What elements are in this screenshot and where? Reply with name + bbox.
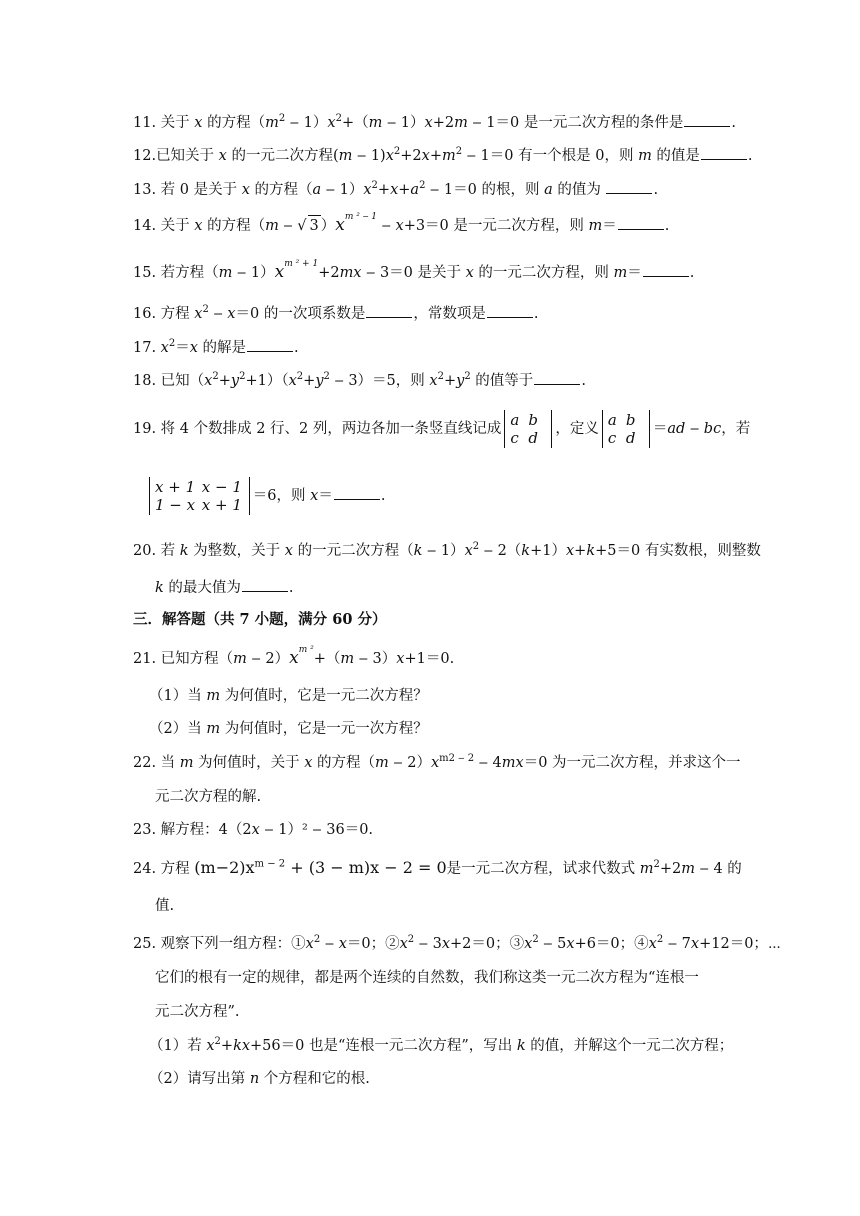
question-22: 22. 当 m 为何值时，关于 x 的方程（m ‒ $2)x^{m2 ‒ 2}$ ‒ 4mx＝0 为一元二次方程，并求这个一 xyxy=(133,753,741,771)
question-17: 17. $x^2=x$ 的解是 . xyxy=(133,338,299,356)
question-24: 24. 方程 $(m-2)x^{m - 2} + (3 - m)x - 2 = 0$是一元二次方程，试求代数式 $m^2+2m$ ‒ 4 的 xyxy=(133,858,742,877)
determinant-equation: x + 1 x − 1 1 − x x + 1 xyxy=(149,477,250,515)
answer-blank[interactable] xyxy=(534,370,580,385)
power-term: $x^{m ^2 ‒ 1}$ xyxy=(335,212,378,235)
power-term: $x^{m ^2 + 1}$ xyxy=(274,259,319,282)
question-15: 15. 若方程（m ‒ $1)x^{m ^2 + 1}+2mx$ ‒ 3＝0 是关于 x 的一元二次方程，则 m＝ . xyxy=(133,259,695,282)
question-21-part1: （1）当 m 为何值时，它是一元二次方程？ xyxy=(149,688,428,704)
question-19: 19. 将 4 个数排成 2 行、2 列，两边各加一条竖直线记成 a b c d ，定义 a b c d ＝ad ‒ bc，若 xyxy=(133,411,751,447)
question-23: 23. 解方程：4（2x ‒ 1）² ‒ 36＝0. xyxy=(133,822,374,838)
question-14: 14. 关于 x 的方程（m ‒ √ 3 ）$x^{m ^2 ‒ 1}$ ‒ x+3＝0 是一元二次方程，则 m＝ . xyxy=(133,212,670,235)
equation-image: $(m-2)x^{m - 2} + (3 - m)x - 2 = 0$ xyxy=(194,858,447,877)
question-21: 21. 已知方程（m ‒ $2)x^{m ^2}+(m$ ‒ 3）x+1＝0. xyxy=(133,645,455,668)
question-25-cont2: 元二次方程”. xyxy=(155,1004,240,1020)
power-term: $x^{m ^2}$ xyxy=(289,645,314,668)
answer-blank[interactable] xyxy=(334,485,380,500)
question-25: 25. 观察下列一组方程：$①x^2$ ‒ x＝0；$②x^2$ ‒ 3x+2＝0；$③x^2$ ‒ 5x+6＝0；$④x^2$ ‒ 7x+12＝0；⋯ xyxy=(133,934,781,952)
question-25-part2: （2）请写出第 n 个方程和它的根. xyxy=(149,1071,370,1087)
answer-blank[interactable] xyxy=(247,337,293,352)
question-19-condition: x + 1 x − 1 1 − x x + 1 ＝6，则 x＝ . xyxy=(146,477,751,515)
question-12: 12.已知关于 x 的一元二次方程(m ‒ $1)x^2+2x+m^2$ ‒ 1＝0 有一个根是 0，则 m 的值是 . xyxy=(133,146,753,164)
question-25-part1: （1）若 $x^2+kx+56=0$ 也是“连根一元二次方程”，写出 k 的值，并解这个一元二次方程； xyxy=(149,1036,734,1054)
question-20-cont: k 的最大值为 . xyxy=(155,577,760,598)
question-25-cont1: 它们的根有一定的规律，都是两个连续的自然数，我们称这类一元二次方程为“连根一 xyxy=(155,970,699,986)
answer-blank[interactable] xyxy=(366,303,412,318)
answer-blank[interactable] xyxy=(242,577,288,592)
question-20: 20. 若 k 为整数，关于 x 的一元二次方程（k ‒ $1)x^2$ ‒ 2（k+1）x+k+5＝0 有实数根，则整数 xyxy=(133,541,761,559)
question-11: 11. 关于 x 的方程（$m^2$ ‒ $1)x^2+(m$ ‒ 1）x+2m ‒ 1＝0 是一元二次方程的条件是 . xyxy=(133,113,736,131)
section-heading: 三．解答题（共 7 小题，满分 60 分） xyxy=(133,611,387,628)
question-21-part2: （2）当 m 为何值时，它是一元一次方程？ xyxy=(149,721,428,737)
answer-blank[interactable] xyxy=(487,303,533,318)
answer-blank[interactable] xyxy=(701,145,747,160)
question-22-cont: 元二次方程的解. xyxy=(155,789,262,805)
question-13: 13. 若 0 是关于 x 的方程（a ‒ $1)x^2+x+a^2$ ‒ 1＝0 的根，则 a 的值为 . xyxy=(133,180,659,198)
determinant-notation: a b c d xyxy=(504,410,552,448)
question-16: 16. 方程 $x^2$ ‒ x＝0 的一次项系数是 ，常数项是 . xyxy=(133,304,539,322)
question-24-cont: 值. xyxy=(155,898,175,914)
answer-blank[interactable] xyxy=(606,179,652,194)
determinant-definition: a b c d xyxy=(602,410,650,448)
question-18: 18. 已知$(x^2+y^2+1)(x^2+y^2$ ‒ 3）＝5，则 $x^2+y^2$ 的值等于 . xyxy=(133,371,586,389)
answer-blank[interactable] xyxy=(684,112,730,127)
answer-blank[interactable] xyxy=(618,215,664,230)
answer-blank[interactable] xyxy=(643,262,689,277)
